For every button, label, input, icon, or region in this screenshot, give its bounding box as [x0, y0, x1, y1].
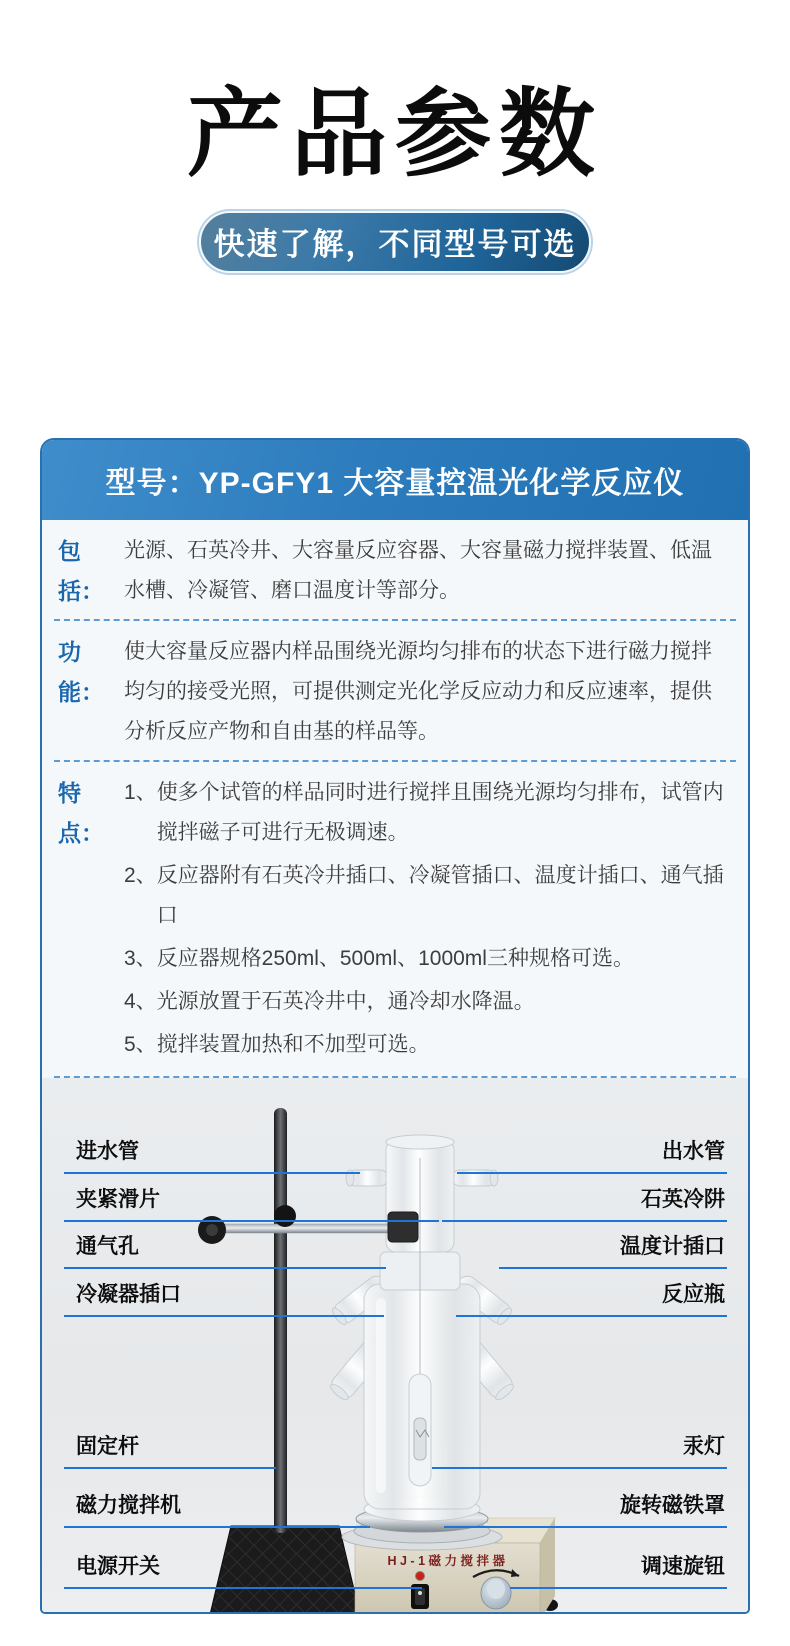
feature-text: 反应器附有石英冷井插口、冷凝管插口、温度计插口、通气插口 — [156, 864, 724, 927]
callout-reaction-flask — [456, 1280, 727, 1317]
section-function — [42, 621, 748, 760]
feature-item — [124, 982, 732, 1022]
feature-text: 使多个试管的样品同时进行搅拌且围绕光源均匀排布，试管内搅拌磁子可进行无极调速。 — [156, 781, 724, 844]
model-header — [42, 440, 748, 520]
callout-line — [64, 1172, 360, 1174]
product-parameter-card — [40, 438, 750, 1621]
feature-number: 3、 — [124, 947, 157, 970]
feature-number: 2、 — [124, 864, 157, 887]
speed-knob-caption: 调速 — [488, 1612, 504, 1621]
callout-line — [432, 1467, 727, 1469]
features-list — [124, 773, 734, 1068]
section-include — [42, 520, 748, 619]
callout-line — [64, 1220, 439, 1222]
feature-text: 反应器规格250ml、500ml、1000ml三种规格可选。 — [156, 947, 634, 970]
callout-clamp-slider — [64, 1185, 439, 1222]
feature-item — [124, 939, 732, 979]
callout-line — [442, 1220, 727, 1222]
feature-item — [124, 773, 732, 853]
feature-item — [124, 1025, 732, 1065]
callout-line — [510, 1587, 727, 1589]
callout-label: 电源开关 — [76, 1555, 160, 1578]
callout-line — [64, 1467, 276, 1469]
stirrer-brand-text: HJ-1磁力搅拌器 — [387, 1554, 509, 1568]
callout-line — [499, 1267, 727, 1269]
callout-vent-hole — [64, 1232, 386, 1269]
callout-line — [64, 1587, 422, 1589]
callout-label: 反应瓶 — [662, 1283, 725, 1306]
callout-speed-knob — [510, 1552, 727, 1589]
feature-text: 搅拌装置加热和不加型可选。 — [156, 1033, 430, 1056]
feature-item — [124, 856, 732, 936]
subtitle-banner — [199, 211, 591, 273]
section-function-label: 功能： — [58, 639, 104, 705]
callout-line — [456, 1315, 727, 1317]
section-include-text: 光源、石英冷井、大容量反应容器、大容量磁力搅拌装置、低温水槽、冷凝管、磨口温度计等部分。 — [124, 539, 712, 602]
feature-number: 4、 — [124, 990, 157, 1013]
callout-water-outlet-pipe — [457, 1137, 727, 1174]
section-include-label: 包括： — [58, 538, 104, 604]
section-features-label: 特点： — [58, 780, 104, 846]
callout-label: 固定杆 — [76, 1435, 139, 1458]
feature-number: 1、 — [124, 781, 157, 804]
feature-number: 5、 — [124, 1033, 157, 1056]
callout-label: 出水管 — [662, 1140, 725, 1163]
callout-mercury-lamp — [432, 1432, 727, 1469]
callout-label: 夹紧滑片 — [76, 1188, 160, 1211]
subtitle-banner-text: 快速了解，不同型号可选 — [213, 227, 577, 263]
power-switch-caption: 电源 — [412, 1612, 428, 1621]
feature-text: 光源放置于石英冷井中，通冷却水降温。 — [156, 990, 535, 1013]
product-diagram — [42, 1078, 748, 1621]
callout-support-rod — [64, 1432, 276, 1469]
callout-label: 通气孔 — [76, 1235, 139, 1258]
callout-power-switch — [64, 1552, 422, 1589]
callout-label: 冷凝器插口 — [76, 1283, 181, 1306]
model-header-title: 型号：YP-GFY1 大容量控温光化学反应仪 — [105, 467, 685, 500]
callout-water-inlet-pipe — [64, 1137, 360, 1174]
callout-line — [64, 1526, 370, 1528]
callout-label: 调速旋钮 — [641, 1555, 725, 1578]
callout-line — [457, 1172, 727, 1174]
callout-label: 石英冷阱 — [641, 1188, 725, 1211]
callout-magnetic-stirrer — [64, 1491, 370, 1528]
page-title: 产品参数 — [187, 81, 603, 188]
callout-rotating-magnet-cover — [444, 1491, 727, 1528]
section-features — [42, 762, 748, 1076]
callout-label: 磁力搅拌机 — [76, 1494, 181, 1517]
callout-label: 旋转磁铁罩 — [620, 1494, 725, 1517]
callout-label: 进水管 — [76, 1140, 139, 1163]
callout-thermometer-port — [499, 1232, 727, 1269]
callout-label: 温度计插口 — [620, 1235, 725, 1258]
retort-stand — [208, 1108, 362, 1614]
callout-line — [64, 1267, 386, 1269]
callout-quartz-cold-trap — [442, 1185, 727, 1222]
section-function-text: 使大容量反应器内样品围绕光源均匀排布的状态下进行磁力搅拌均匀的接受光照，可提供测定光化学反应动力和反应速率，提供分析反应产物和自由基的样品等。 — [124, 640, 712, 743]
callout-line — [444, 1526, 727, 1528]
callout-label: 汞灯 — [683, 1435, 725, 1458]
callout-line — [64, 1315, 384, 1317]
callout-condenser-port — [64, 1280, 384, 1317]
